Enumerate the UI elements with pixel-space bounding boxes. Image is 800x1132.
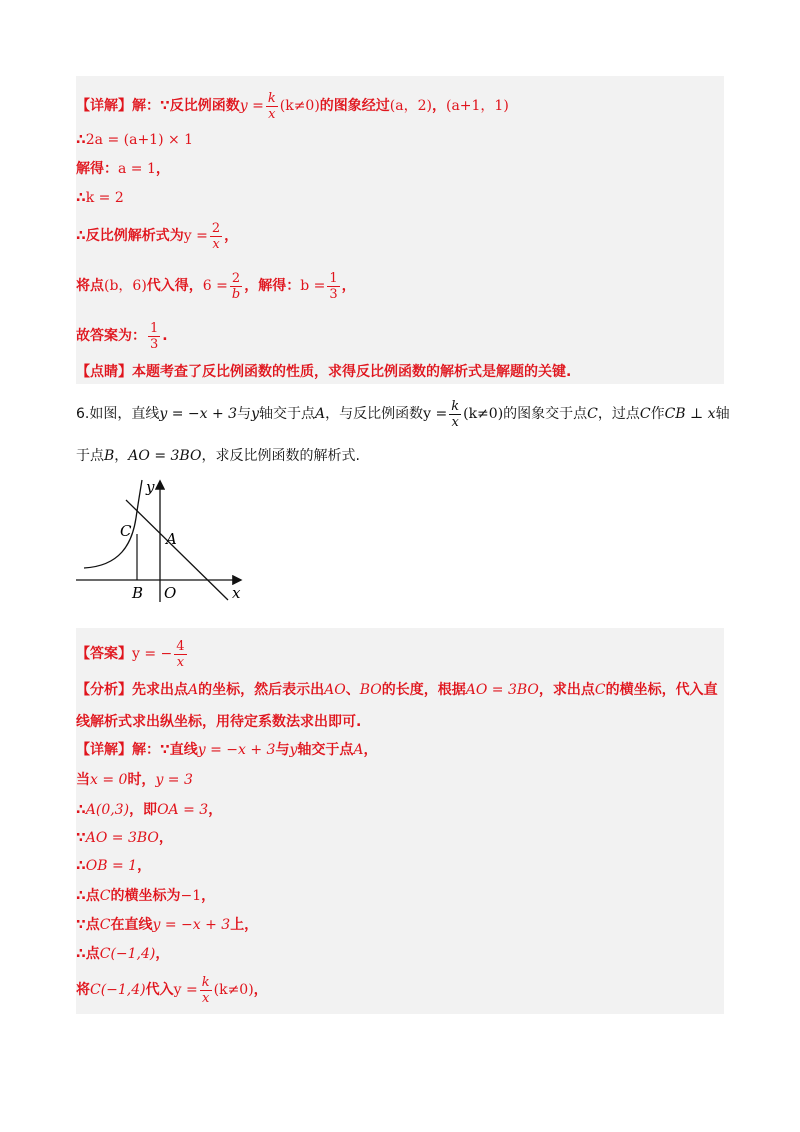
math: k = 2 xyxy=(85,190,124,206)
b2-detail-4: ∵AO = 3BO， xyxy=(76,830,173,846)
fraction: $\frac{k}{x}$ xyxy=(267,90,276,122)
text: 将点 xyxy=(76,278,104,294)
b1-line4 xyxy=(76,188,124,208)
text: 解得： xyxy=(76,161,118,177)
text: 代入得， xyxy=(146,278,203,294)
fraction: $\frac{4}{x}$ xyxy=(176,638,185,670)
b1-line5 xyxy=(76,216,238,256)
math: b = xyxy=(300,278,326,294)
key-point-text: 【点睛】本题考查了反比例函数的性质，求得反比例函数的解析式是解题的关键. xyxy=(76,364,572,380)
b1-line2 xyxy=(76,130,193,150)
b2-detail-2: 当x = 0时，y = 3 xyxy=(76,772,193,788)
fraction: $\frac{1}{3}$ xyxy=(329,270,338,302)
hyperbola-branch xyxy=(84,480,142,568)
label-y: y xyxy=(146,478,155,496)
label-x: x xyxy=(232,584,241,602)
solution-block-2 xyxy=(76,628,724,1014)
b1-line8 xyxy=(76,362,571,382)
b2-detail-1: 【详解】解：∵直线y = −x + 3与y轴交于点A， xyxy=(76,742,378,758)
fraction: $\frac{2}{b}$ xyxy=(231,270,241,302)
text: ， xyxy=(341,278,356,294)
fraction: $\frac{k}{x}$ xyxy=(451,398,460,430)
math: 2a = (a+1) × 1 xyxy=(85,132,194,148)
label-C: C xyxy=(120,522,132,540)
text: 故答案为： xyxy=(76,328,146,344)
b2-detail-8: ∴点C(−1,4)， xyxy=(76,946,170,962)
solution-block-1 xyxy=(76,76,724,384)
b1-line6 xyxy=(76,266,356,306)
math: y = xyxy=(183,228,208,244)
math: y = xyxy=(239,98,264,114)
fraction: $\frac{k}{x}$ xyxy=(201,974,210,1006)
text: ， xyxy=(431,98,446,114)
math: a = 1 xyxy=(118,161,156,177)
label-O: O xyxy=(164,584,177,602)
therefore-symbol: ∴ xyxy=(76,228,86,244)
text: . xyxy=(162,328,168,344)
math: 6 = xyxy=(202,278,228,294)
text: ，解得： xyxy=(244,278,301,294)
text: 的图象经过 xyxy=(319,98,390,114)
b1-line7 xyxy=(76,316,168,356)
point: (a，2) xyxy=(389,98,432,114)
point: (a+1，1) xyxy=(445,98,509,114)
condition: (k≠0) xyxy=(279,98,320,114)
text: 反比例函数 xyxy=(169,98,240,114)
text: 反比例解析式为 xyxy=(85,228,184,244)
b2-analysis-1: 【分析】先求出点A的坐标，然后表示出AO、BO的长度，根据AO = 3BO，求出点C的横坐标，代入直 xyxy=(76,682,718,698)
label-B: B xyxy=(132,584,144,602)
tag-detail: 【详解】解： xyxy=(76,98,160,114)
because-symbol: ∵ xyxy=(160,98,170,114)
therefore-symbol: ∴ xyxy=(76,132,86,148)
b2-answer: 【答案】y = − $\frac{4}{x}$ xyxy=(76,638,185,670)
text: ， xyxy=(224,228,239,244)
fraction: $\frac{2}{x}$ xyxy=(211,220,221,252)
b2-analysis-2: 线解析式求出纵坐标，用待定系数法求出即可. xyxy=(76,714,362,730)
fraction: $\frac{1}{3}$ xyxy=(150,320,159,352)
b1-line1 xyxy=(76,86,509,126)
label-A: A xyxy=(166,530,177,548)
text: ， xyxy=(155,161,170,177)
b2-detail-3: ∴A(0,3)，即OA = 3， xyxy=(76,802,223,818)
b2-detail-5: ∴OB = 1， xyxy=(76,858,152,874)
b2-detail-9: 将C(−1,4)代入y = $\frac{k}{x}$ (k≠0)， xyxy=(76,974,268,1006)
point: (b，6) xyxy=(104,278,147,294)
b2-detail-6: ∴点C的横坐标为−1， xyxy=(76,888,216,904)
question-line-1: 6.如图，直线y = −x + 3与y轴交于点A，与反比例函数y = $\frac{k}{x}$ (k≠0)的图象交于点C，过点C作CB ⊥ x轴 xyxy=(76,398,730,430)
b1-line3 xyxy=(76,159,170,179)
function-graph xyxy=(70,478,260,608)
b2-detail-7: ∵点C在直线y = −x + 3上， xyxy=(76,917,259,933)
question-line-2: 于点B，AO = 3BO，求反比例函数的解析式. xyxy=(76,448,360,464)
therefore-symbol: ∴ xyxy=(76,190,86,206)
